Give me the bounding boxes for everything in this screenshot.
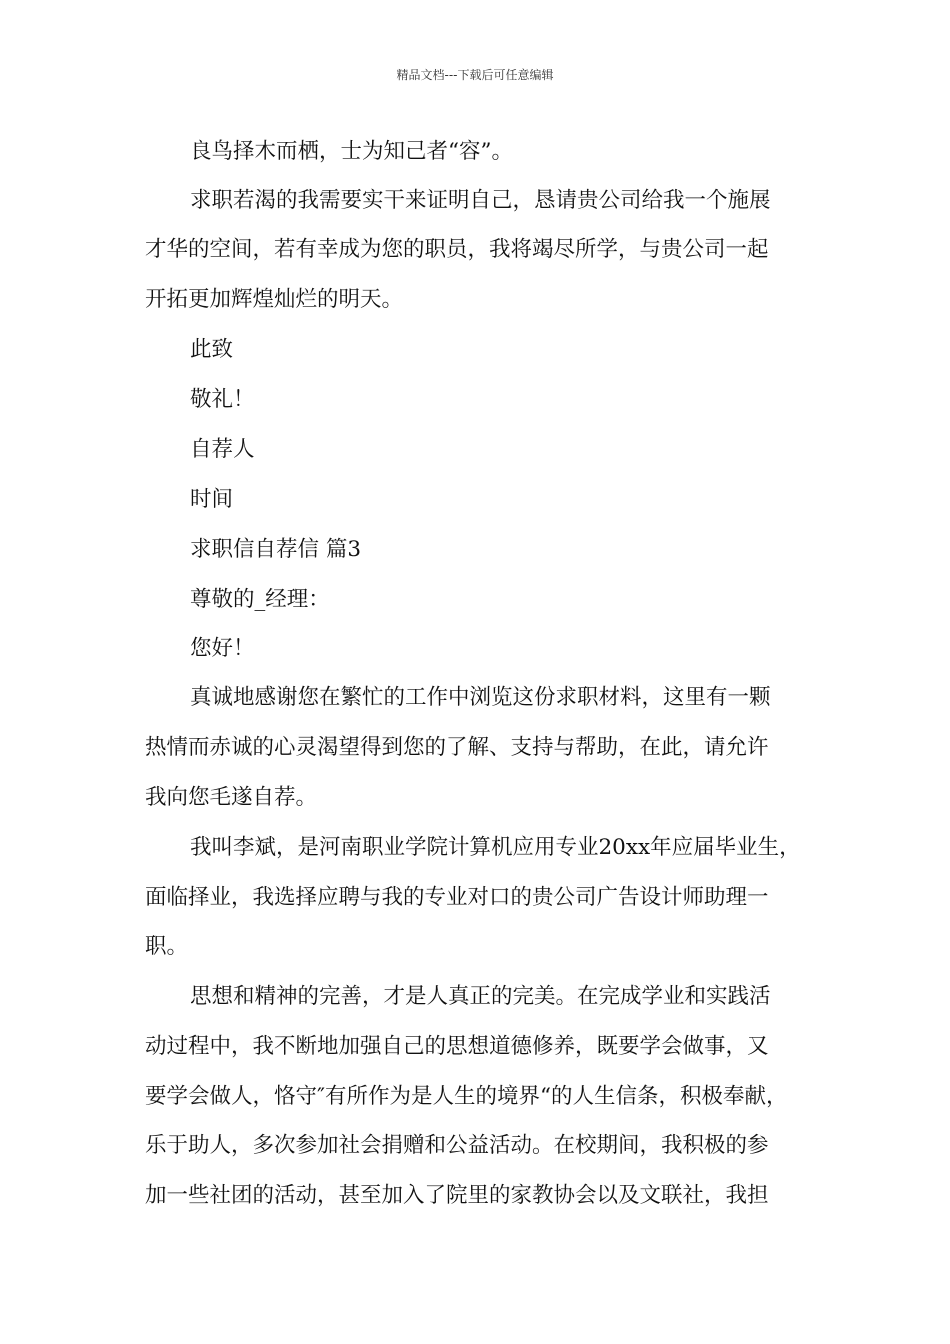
- paragraph-line: 思想和精神的完善，才是人真正的完美。在完成学业和实践活: [190, 984, 771, 1009]
- paragraph-line: 职。: [145, 934, 189, 959]
- paragraph-line: 才华的空间，若有幸成为您的职员，我将竭尽所学，与贵公司一起: [145, 237, 769, 262]
- paragraph-line: 动过程中，我不断地加强自己的思想道德修养，既要学会做事，又: [145, 1034, 769, 1059]
- paragraph-line: 加一些社团的活动，甚至加入了院里的家教协会以及文联社，我担: [145, 1183, 769, 1208]
- paragraph-line: 求职若渴的我需要实干来证明自己，恳请贵公司给我一个施展: [190, 188, 771, 213]
- closing-line: 此致: [190, 337, 234, 362]
- salutation-line: 尊敬的_经理：: [190, 587, 330, 612]
- paragraph-line: 要学会做人，恪守″有所作为是人生的境界“的人生信条，积极奉献，: [145, 1084, 788, 1109]
- signature-line: 自荐人: [190, 437, 255, 462]
- date-line: 时间: [190, 487, 234, 512]
- paragraph-line: 热情而赤诚的心灵渴望得到您的了解、支持与帮助，在此，请允许: [145, 735, 769, 760]
- section-title: 求职信自荐信 篇3: [190, 537, 362, 562]
- page-header: 精品文档---下载后可任意编辑: [396, 68, 554, 82]
- greeting-line: 您好！: [190, 636, 255, 661]
- paragraph-line: 我向您毛遂自荐。: [145, 785, 318, 810]
- paragraph-line: 良鸟择木而栖，士为知己者“容”。: [190, 139, 513, 164]
- paragraph-line: 真诚地感谢您在繁忙的工作中浏览这份求职材料，这里有一颗: [190, 685, 771, 710]
- paragraph-line: 我叫李斌，是河南职业学院计算机应用专业20xx年应届毕业生，: [190, 835, 801, 860]
- paragraph-line: 乐于助人，多次参加社会捐赠和公益活动。在校期间，我积极的参: [145, 1133, 769, 1158]
- paragraph-line: 面临择业，我选择应聘与我的专业对口的贵公司广告设计师助理一: [145, 885, 769, 910]
- closing-line: 敬礼！: [190, 387, 255, 412]
- paragraph-line: 开拓更加辉煌灿烂的明天。: [145, 287, 404, 312]
